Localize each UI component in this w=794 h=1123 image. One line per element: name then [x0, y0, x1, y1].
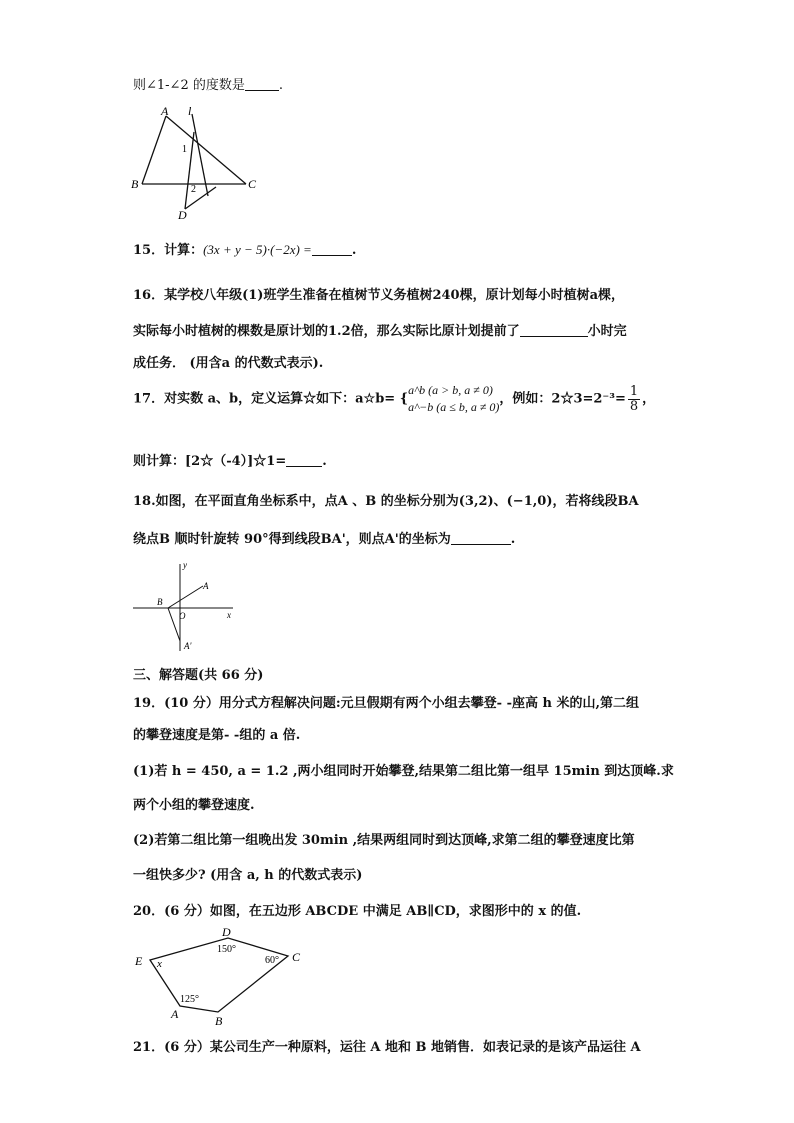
q19-line-6: 一组快多少? (用含 a, h 的代数式表示)	[133, 868, 363, 883]
q17-piecewise	[408, 382, 499, 416]
fig20-label-B: B	[215, 1014, 223, 1028]
q19-line-3: (1)若 h = 450, a = 1.2 ,两小组同时开始攀登,结果第二组比第一组早 15min 到达顶峰.求	[133, 764, 674, 779]
q18-period: .	[510, 532, 516, 547]
fig20-label-E: E	[135, 954, 143, 968]
q16-line-1: 16．某学校八年级(1)班学生准备在植树节义务植树240棵，原计划每小时植树a棵，	[133, 288, 624, 303]
q16-line-3: 成任务． (用含a 的代数式表示).	[133, 356, 324, 371]
fraction-denominator: 8	[629, 398, 639, 414]
fig20-label-C: C	[292, 950, 301, 964]
q15-period: .	[351, 243, 357, 258]
q17-text: 17．对实数 a、b，定义运算☆如下：a☆b= {	[133, 391, 409, 407]
fig20-angle-A: 125°	[180, 994, 199, 1005]
q17-case-2: a^−b (a ≤ b, a ≠ 0)	[408, 400, 500, 414]
fig18-label-A-prime: A'	[184, 641, 192, 651]
q19-line-4: 两个小组的攀登速度.	[133, 798, 255, 813]
answer-blank	[245, 77, 279, 91]
figure-20-pentagon	[128, 922, 318, 1032]
answer-blank	[286, 453, 322, 467]
q19-line-2: 的攀登速度是第- -组的 a 倍.	[133, 728, 301, 743]
fig14-label-2: 2	[191, 184, 196, 195]
fig18-label-x: x	[227, 610, 231, 620]
q18-line-1: 18.如图，在平面直角坐标系中，点A 、B 的坐标分别为(3,2)、(−1,0)，若将线段BA	[133, 494, 639, 509]
q20-line-1: 20．(6 分）如图，在五边形 ABCDE 中满足 AB∥CD，求图形中的 x 的值.	[133, 904, 582, 919]
q16-text: 实际每小时植树的棵数是原计划的1.2倍，那么实际比原计划提前了	[133, 324, 520, 339]
q17-compute: 则计算：[2☆（-4）]☆1=	[133, 454, 287, 469]
fig20-label-D: D	[222, 925, 231, 939]
answer-blank	[520, 323, 588, 337]
figure-14-triangle	[128, 104, 268, 222]
answer-blank	[451, 531, 511, 545]
q19-line-5: (2)若第二组比第一组晚出发 30min ,结果两组同时到达顶峰,求第二组的攀登速度比第	[133, 833, 635, 848]
fig20-label-x: x	[157, 958, 162, 970]
q14-period: .	[278, 78, 283, 93]
fig14-label-D: D	[178, 208, 187, 222]
fig14-label-B: B	[131, 177, 139, 191]
figure-18-coordinate-plane	[128, 556, 248, 656]
q14-text: 则∠1-∠2 的度数是	[133, 78, 245, 93]
fig14-label-1: 1	[182, 144, 187, 155]
fig18-label-A: A	[203, 581, 209, 591]
answer-blank	[312, 242, 352, 256]
q16-line-2	[133, 320, 627, 339]
fig14-label-A: A	[161, 104, 169, 118]
q17-fraction	[628, 385, 640, 414]
fig18-label-O: O	[179, 611, 186, 621]
fig14-label-l: l	[188, 104, 192, 118]
q14-tail	[133, 74, 283, 93]
q18-text: 绕点B 顺时针旋转 90°得到线段BA'，则点A'的坐标为	[133, 532, 451, 547]
fraction-numerator: 1	[629, 383, 639, 399]
q19-line-1: 19．(10 分）用分式方程解决问题:元旦假期有两个小组去攀登- -座高 h 米的山,第二组	[133, 696, 640, 711]
q17-example: ，例如：2☆3=2⁻³=	[499, 391, 626, 407]
q21-line-1: 21．(6 分）某公司生产一种原料，运往 A 地和 B 地销售．如表记录的是该产品运往 A	[133, 1040, 641, 1055]
section-3-heading: 三、解答题(共 66 分)	[133, 668, 264, 683]
q17-comma: ，	[642, 391, 656, 407]
fig20-angle-D: 150°	[217, 944, 236, 955]
q17-period: .	[322, 454, 327, 469]
fig18-label-y: y	[183, 560, 187, 570]
fig20-angle-C: 60°	[265, 955, 279, 966]
question-15	[133, 239, 356, 258]
fig14-label-C: C	[248, 177, 257, 191]
q18-line-2	[133, 528, 515, 547]
q16-text-end: 小时完	[587, 324, 627, 339]
q17-line-2	[133, 450, 327, 469]
question-17	[133, 382, 655, 416]
q15-expression: (3x + y − 5)·(−2x) =	[203, 242, 312, 257]
fig20-label-A: A	[171, 1007, 179, 1021]
q15-label: 15．计算：	[133, 243, 204, 258]
fig18-label-B: B	[157, 597, 163, 607]
q17-case-1: a^b (a > b, a ≠ 0)	[408, 383, 493, 397]
